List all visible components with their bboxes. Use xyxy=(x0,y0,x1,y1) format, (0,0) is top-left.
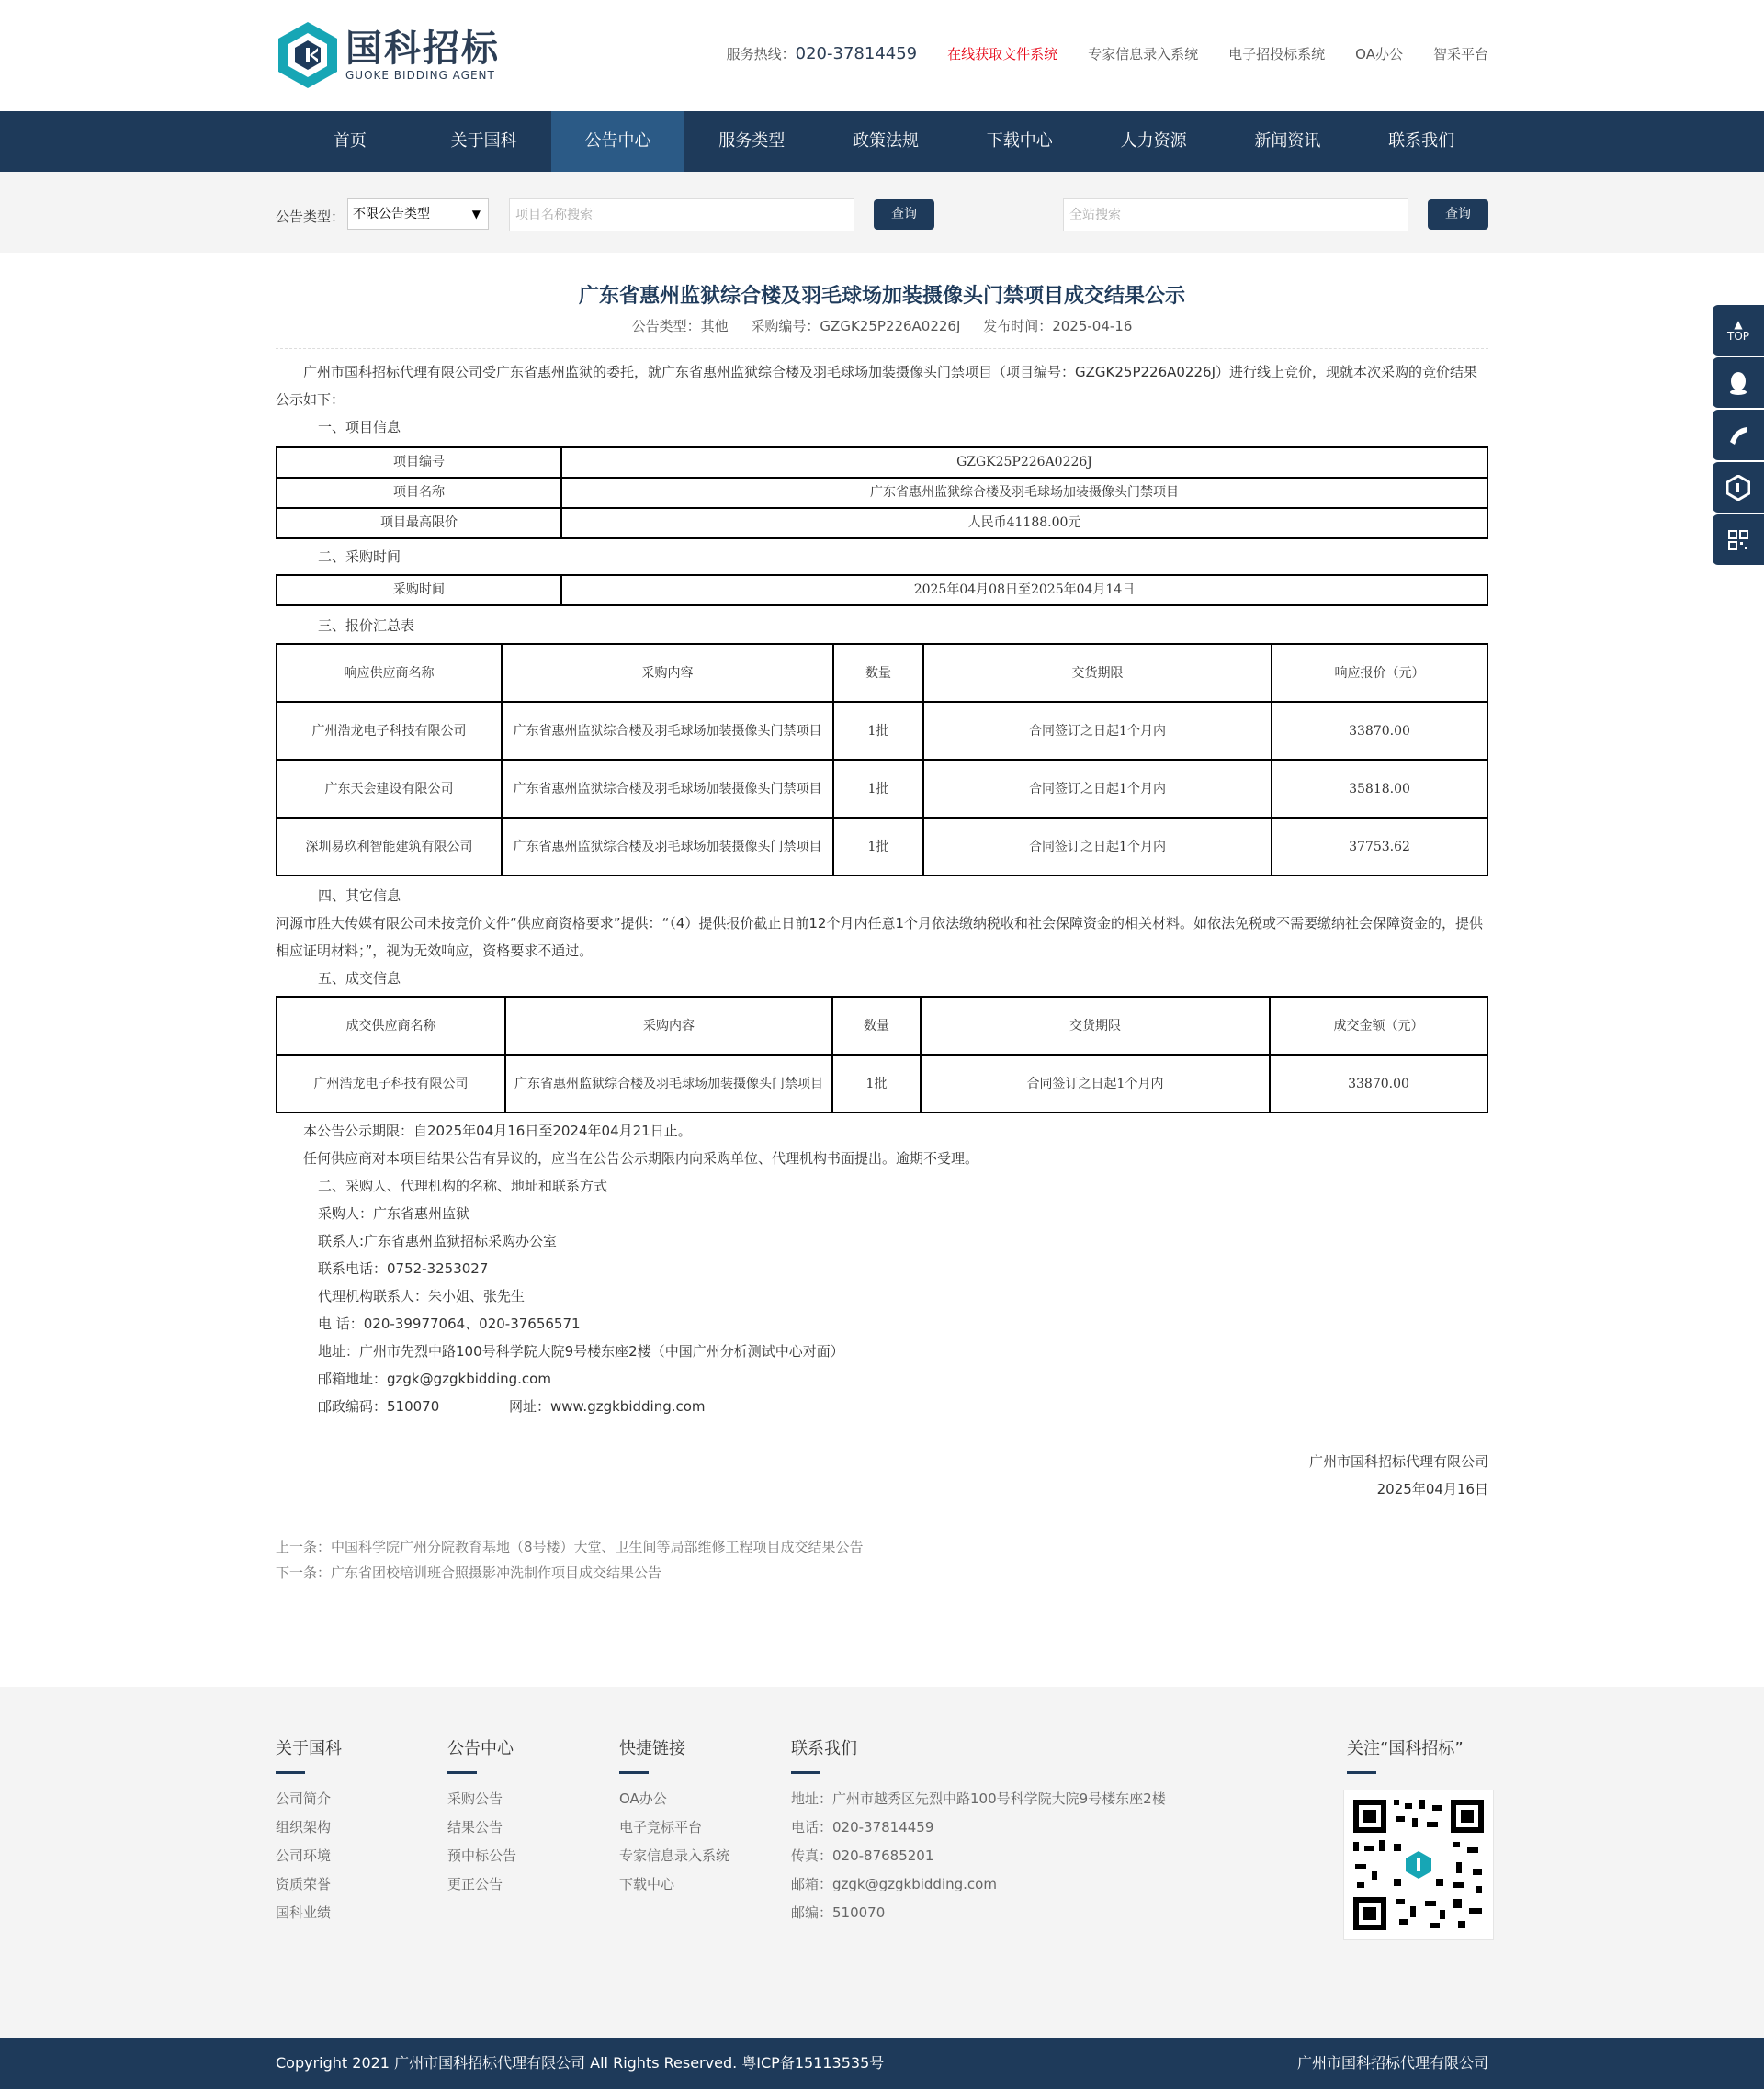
contact-line: 电 话：020-39977064、020-37656571 xyxy=(318,1316,581,1332)
site-header xyxy=(276,0,1488,111)
table-row: 项目名称 广东省惠州监狱综合楼及羽毛球场加装摄像头门禁项目 xyxy=(277,478,1487,508)
section-heading: 二、采购时间 xyxy=(318,548,401,565)
footer-link[interactable]: 电子竞标平台 xyxy=(619,1819,703,1835)
contact-line xyxy=(276,1393,1488,1420)
table-row: 采购时间 2025年04月08日至2025年04月14日 xyxy=(277,575,1487,605)
table-header-row: 响应供应商名称 采购内容 数量 交货期限 响应报价（元） xyxy=(277,644,1487,702)
notice-type-select[interactable]: 不限公告类型 ▼ xyxy=(347,198,489,230)
nav-news[interactable]: 新闻资讯 xyxy=(1254,131,1321,151)
table-row: 广州浩龙电子科技有限公司 广东省惠州监狱综合楼及羽毛球场加装摄像头门禁项目 1批 合同签订之日起1个月内 33870.00 xyxy=(277,1055,1487,1112)
nav-contact[interactable]: 联系我们 xyxy=(1388,131,1455,151)
intro-paragraph: 广州市国科招标代理有限公司受广东省惠州监狱的委托，就广东省惠州监狱综合楼及羽毛球场加装摄像头门禁项目（项目编号：GZGK25P226A0226J）进行线上竞价，现就本次采购的竞价结果公示如下： xyxy=(276,364,1477,408)
project-search-input[interactable]: 项目名称搜索 xyxy=(509,198,854,231)
arrow-up-icon: ▲ xyxy=(1734,317,1743,331)
website-link[interactable]: 网址：www.gzgkbidding.com xyxy=(509,1398,706,1415)
footer-link[interactable]: OA办公 xyxy=(619,1790,667,1807)
top-link-ebidding-system[interactable]: 电子招投标系统 xyxy=(1228,46,1326,62)
table-row: 项目最高限价 人民币41188.00元 xyxy=(277,508,1487,538)
table-row: 项目编号 GZGK25P226A0226J xyxy=(277,447,1487,478)
top-links xyxy=(727,44,1488,63)
article-meta xyxy=(276,315,1488,337)
chevron-down-icon: ▼ xyxy=(471,208,481,220)
copyright-text: Copyright 2021 广州市国科招标代理有限公司 All Rights Reserved. 粤ICP备15113535号 xyxy=(276,2054,885,2072)
table-row: 深圳易玖利智能建筑有限公司 广东省惠州监狱综合楼及羽毛球场加装摄像头门禁项目 1批 合同签订之日起1个月内 37753.62 xyxy=(277,818,1487,875)
top-link-file-system[interactable]: 在线获取文件系统 xyxy=(947,46,1058,62)
qrcode-icon xyxy=(1728,530,1748,550)
footer-contact: 联系我们 地址：广州市越秀区先烈中路100号科学院大院9号楼东座2楼 电话：020-37814459 传真：020-87685201 邮箱：gzgk@gzgkbidding.com 邮编：510070 xyxy=(791,1739,1166,1921)
table-row: 广州浩龙电子科技有限公司 广东省惠州监狱综合楼及羽毛球场加装摄像头门禁项目 1批 合同签订之日起1个月内 33870.00 xyxy=(277,702,1487,760)
article xyxy=(276,282,1488,1586)
qq-icon xyxy=(1727,371,1749,395)
site-search-button[interactable]: 查询 xyxy=(1428,199,1488,230)
footer-link[interactable]: 更正公告 xyxy=(447,1876,503,1892)
top-link-expert-system[interactable]: 专家信息录入系统 xyxy=(1088,46,1199,62)
footer-company: 广州市国科招标代理有限公司 xyxy=(1296,2054,1488,2072)
footer-link[interactable]: 组织架构 xyxy=(276,1819,332,1835)
meta-date: 发布时间：2025-04-16 xyxy=(983,318,1133,334)
objection-notice: 任何供应商对本项目结果公告有异议的，应当在公告公示期限内向采购单位、代理机构书面提出。逾期不受理。 xyxy=(303,1150,979,1167)
service-hotline: 服务热线：020-37814459 xyxy=(726,44,918,63)
footer xyxy=(0,1687,1764,2038)
section-heading: 四、其它信息 xyxy=(318,887,401,904)
notice-period: 本公告公示期限：自2025年04月16日至2024年04月21日止。 xyxy=(303,1123,692,1139)
section-heading: 三、报价汇总表 xyxy=(318,617,415,634)
nav-notice-center[interactable]: 公告中心 xyxy=(551,111,685,172)
next-link[interactable]: 下一条：广东省团校培训班合照摄影冲洗制作项目成交结果公告 xyxy=(276,1564,662,1581)
nav-about[interactable]: 关于国科 xyxy=(450,131,517,151)
procurement-time-table xyxy=(276,574,1488,606)
project-search-button[interactable]: 查询 xyxy=(874,199,934,230)
nav-policy[interactable]: 政策法规 xyxy=(853,131,920,151)
phone-button[interactable] xyxy=(1713,410,1764,460)
section-heading: 一、项目信息 xyxy=(318,419,401,435)
logo-subtitle: GUOKE BIDDING AGENT xyxy=(345,69,495,82)
footer-about: 关于国科 公司简介 组织架构 公司环境 资质荣誉 国科业绩 xyxy=(276,1736,342,1927)
other-info-paragraph: 河源市胜大传媒有限公司未按竞价文件“供应商资格要求”提供：“（4）提供报价截止日前12个月内任意1个月依法缴纳税收和社会保障资金的相关材料。如依法免税或不需要缴纳社会保障资金的，提供相应证明材料；”，视为无效响应，资格要求不通过。 xyxy=(276,915,1483,959)
contact-heading: 二、采购人、代理机构的名称、地址和联系方式 xyxy=(318,1178,608,1194)
footer-link[interactable]: 下载中心 xyxy=(619,1876,675,1892)
nav-downloads[interactable]: 下载中心 xyxy=(986,131,1053,151)
logo-title: 国科招标 xyxy=(345,28,500,70)
sign-date: 2025年04月16日 xyxy=(1376,1481,1488,1497)
logo-link-button[interactable] xyxy=(1713,462,1764,513)
contact-line: 地址：广州市先烈中路100号科学院大院9号楼东座2楼（中国广州分析测试中心对面） xyxy=(318,1343,844,1360)
contact-line: 联系人:广东省惠州监狱招标采购办公室 xyxy=(318,1233,558,1249)
project-info-table xyxy=(276,446,1488,539)
section-heading: 五、成交信息 xyxy=(318,970,401,987)
footer-follow: 关注“国科招标” xyxy=(1347,1736,1464,1785)
table-header-row: 成交供应商名称 采购内容 数量 交货期限 成交金额（元） xyxy=(277,997,1487,1055)
main-nav xyxy=(0,111,1764,172)
article-title: 广东省惠州监狱综合楼及羽毛球场加装摄像头门禁项目成交结果公示 xyxy=(578,285,1185,308)
contact-line: 采购人：广东省惠州监狱 xyxy=(318,1205,470,1222)
footer-notice: 公告中心 采购公告 结果公告 预中标公告 更正公告 xyxy=(447,1736,516,1899)
quote-summary-table xyxy=(276,643,1488,876)
footer-link[interactable]: 资质荣誉 xyxy=(276,1876,332,1892)
qq-button[interactable] xyxy=(1713,357,1764,408)
logo-icon xyxy=(276,20,340,90)
footer-link[interactable]: 公司环境 xyxy=(276,1847,332,1864)
contact-line: 代理机构联系人：朱小姐、张先生 xyxy=(318,1288,526,1304)
qrcode-button[interactable] xyxy=(1713,514,1764,565)
nav-home[interactable]: 首页 xyxy=(333,131,367,151)
logo[interactable] xyxy=(276,20,500,90)
copyright-bar xyxy=(0,2038,1764,2089)
back-to-top-button[interactable]: ▲ TOP xyxy=(1713,305,1764,356)
site-search-input[interactable]: 全站搜索 xyxy=(1063,198,1408,231)
footer-link[interactable]: 采购公告 xyxy=(447,1790,503,1807)
footer-link[interactable]: 公司简介 xyxy=(276,1790,332,1807)
meta-code: 采购编号：GZGK25P226A0226J xyxy=(751,318,961,334)
phone-icon xyxy=(1726,423,1750,447)
footer-quick-links: 快捷链接 OA办公 电子竞标平台 专家信息录入系统 下载中心 xyxy=(619,1736,729,1899)
notice-type-label: 公告类型： xyxy=(276,209,345,225)
search-bar xyxy=(0,172,1764,253)
side-float-toolbar xyxy=(1713,305,1764,567)
footer-link[interactable]: 结果公告 xyxy=(447,1819,503,1835)
top-link-procurement-platform[interactable]: 智采平台 xyxy=(1432,46,1488,62)
footer-link[interactable]: 预中标公告 xyxy=(447,1847,517,1864)
prev-link[interactable]: 上一条：中国科学院广州分院教育基地（8号楼）大堂、卫生间等局部维修工程项目成交结果公告 xyxy=(276,1539,864,1555)
sign-company: 广州市国科招标代理有限公司 xyxy=(1308,1453,1488,1470)
contact-line: 邮箱地址：gzgk@gzgkbidding.com xyxy=(318,1371,551,1387)
wechat-qrcode xyxy=(1343,1790,1494,1940)
nav-hr[interactable]: 人力资源 xyxy=(1120,131,1187,151)
deal-info-table xyxy=(276,996,1488,1113)
footer-link[interactable]: 专家信息录入系统 xyxy=(619,1847,730,1864)
footer-link[interactable]: 国科业绩 xyxy=(276,1904,332,1921)
table-row: 广东天会建设有限公司 广东省惠州监狱综合楼及羽毛球场加装摄像头门禁项目 1批 合同签订之日起1个月内 35818.00 xyxy=(277,760,1487,818)
hexagon-logo-icon xyxy=(1726,475,1750,501)
divider xyxy=(276,348,1488,349)
nav-services[interactable]: 服务类型 xyxy=(718,131,786,151)
top-link-oa[interactable]: OA办公 xyxy=(1355,46,1403,62)
contact-line: 联系电话：0752-3253027 xyxy=(318,1260,489,1277)
meta-type: 公告类型：其他 xyxy=(631,318,729,334)
postcode: 邮政编码：510070 xyxy=(318,1398,440,1415)
